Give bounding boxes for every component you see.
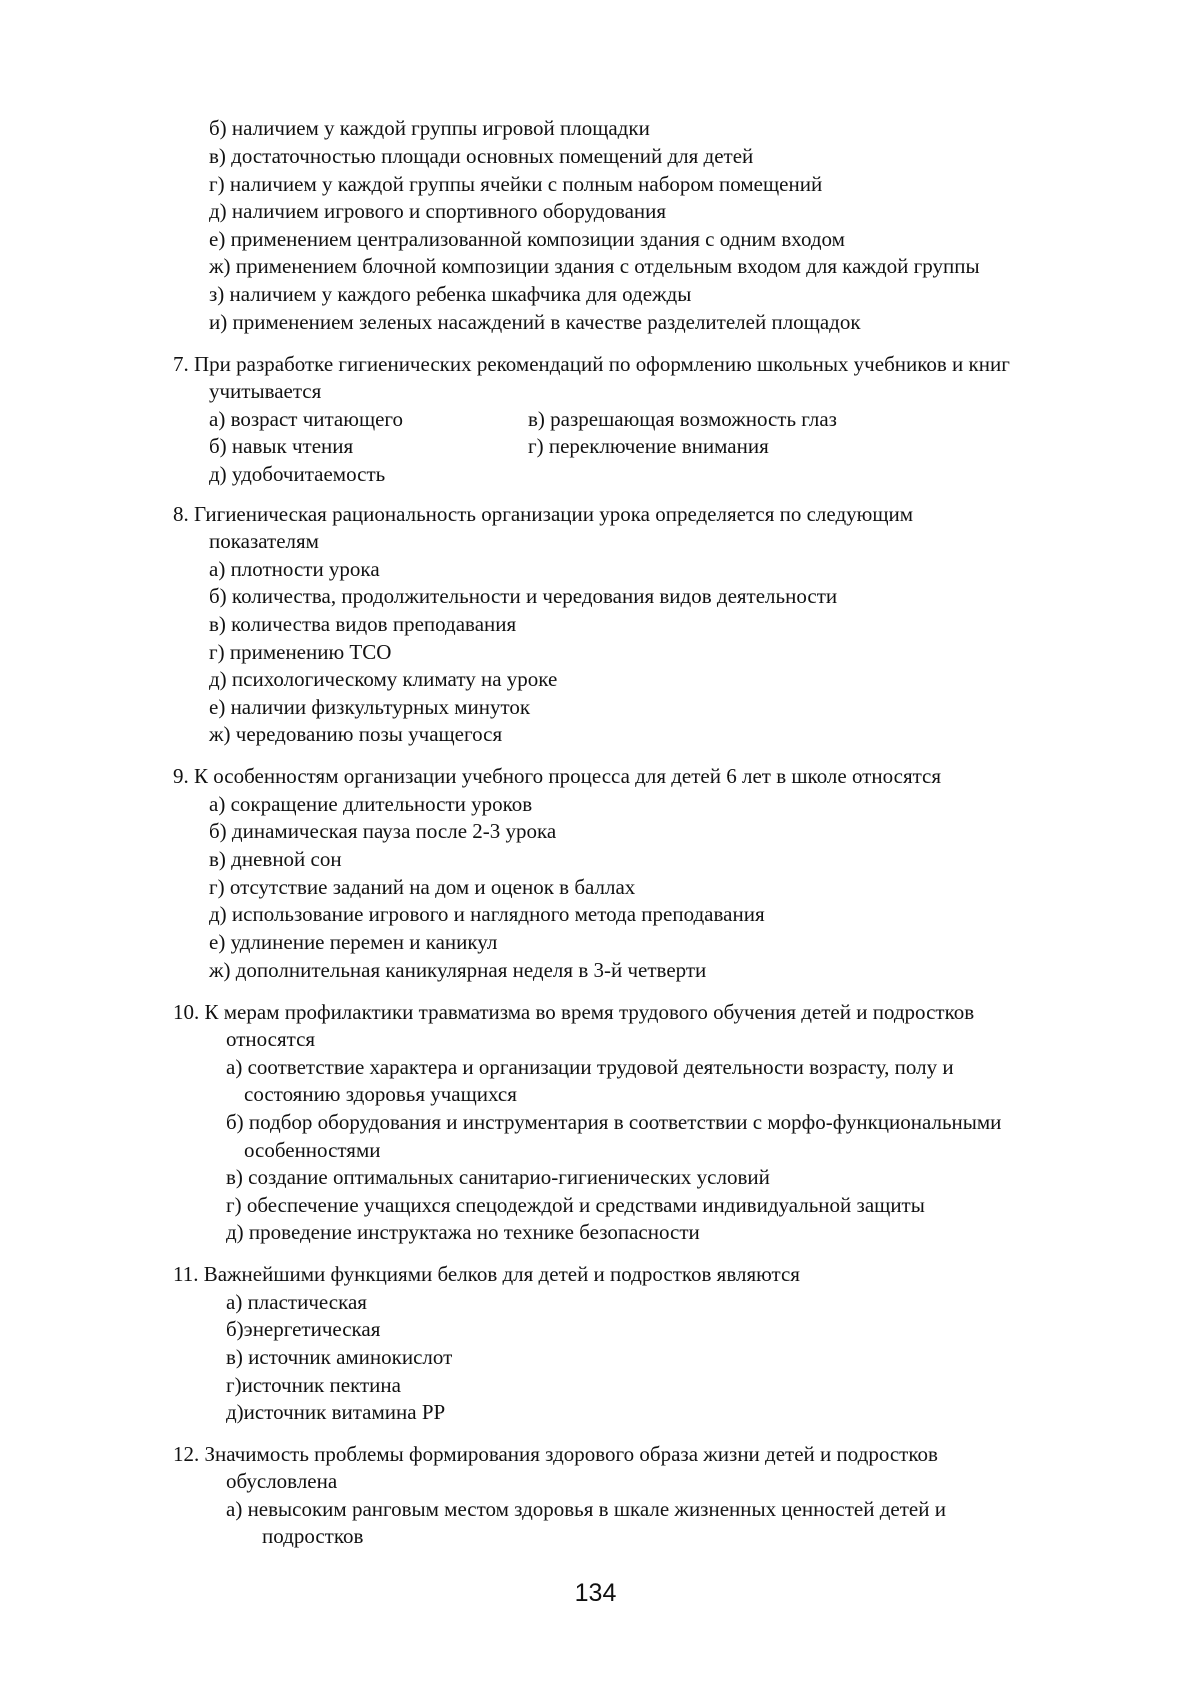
option-line: а) невысоким ранговым местом здоровья в шкале жизненных ценностей детей и (226, 1497, 946, 1521)
option-line: подростков (262, 1524, 364, 1548)
question-text: 7. При разработке гигиенических рекомендаций по оформлению школьных учебников и книг (173, 352, 1010, 376)
option-line: а) пластическая (226, 1290, 367, 1314)
question-text: 8. Гигиеническая рациональность организации урока определяется по следующим (173, 502, 914, 526)
page-number: 134 (574, 1579, 617, 1607)
option-line: г) отсутствие заданий на дом и оценок в баллах (209, 875, 636, 899)
question-text: 11. Важнейшими функциями белков для детей и подростков являются (173, 1262, 800, 1286)
option-line: и) применением зеленых насаждений в качестве разделителей площадок (209, 310, 861, 334)
option-line: б) количества, продолжительности и чередования видов деятельности (209, 584, 838, 608)
option-line: в) источник аминокислот (226, 1345, 453, 1369)
option-line: б) навык чтения (209, 434, 354, 458)
option-line: особенностями (244, 1138, 381, 1162)
option-line: в) создание оптимальных санитарио-гигиенических условий (226, 1165, 770, 1189)
option-line: ж) применением блочной композиции здания с отдельным входом для каждой группы (209, 254, 980, 278)
option-line: ж) чередованию позы учащегося (209, 722, 503, 746)
question-text: 12. Значимость проблемы формирования здорового образа жизни детей и подростков (173, 1442, 938, 1466)
option-line: в) достаточностью площади основных помещений для детей (209, 144, 754, 168)
option-line: д) удобочитаемость (209, 462, 386, 486)
question-text: 10. К мерам профилактики травматизма во время трудового обучения детей и подростков (173, 1000, 975, 1024)
option-line: в) разрешающая возможность глаз (528, 407, 837, 431)
option-line: б) наличием у каждой группы игровой площадки (209, 116, 650, 140)
option-line: б) динамическая пауза после 2-3 урока (209, 819, 557, 843)
option-line: д)источник витамина РР (226, 1400, 446, 1424)
question-text: относятся (226, 1027, 316, 1051)
option-line: д) психологическому климату на уроке (209, 667, 558, 691)
option-line: б)энергетическая (226, 1317, 381, 1341)
option-line: г) обеспечение учащихся спецодеждой и средствами индивидуальной защиты (226, 1193, 925, 1217)
option-line: а) сокращение длительности уроков (209, 792, 533, 816)
option-line: в) дневной сон (209, 847, 342, 871)
option-line: е) удлинение перемен и каникул (209, 930, 498, 954)
option-line: е) наличии физкультурных минуток (209, 695, 531, 719)
option-line: е) применением централизованной композиции здания с одним входом (209, 227, 845, 251)
option-line: состоянию здоровья учащихся (244, 1082, 517, 1106)
option-line: г) наличием у каждой группы ячейки с полным набором помещений (209, 172, 823, 196)
option-line: г) переключение внимания (528, 434, 769, 458)
question-text: обусловлена (226, 1469, 338, 1493)
question-text: показателям (209, 529, 319, 553)
option-line: д) наличием игрового и спортивного оборудования (209, 199, 667, 223)
option-line: в) количества видов преподавания (209, 612, 517, 636)
option-line: г) применению ТСО (209, 640, 392, 664)
option-line: а) соответствие характера и организации трудовой деятельности возрасту, полу и (226, 1055, 954, 1079)
option-line: ж) дополнительная каникулярная неделя в 3-й четверти (209, 958, 707, 982)
option-line: д) проведение инструктажа но технике безопасности (226, 1220, 700, 1244)
option-line: а) возраст читающего (209, 407, 404, 431)
option-line: г)источник пектина (226, 1373, 401, 1397)
question-text: 9. К особенностям организации учебного процесса для детей 6 лет в школе относятся (173, 764, 942, 788)
option-line: б) подбор оборудования и инструментария в соответствии с морфо-функциональными (226, 1110, 1002, 1134)
option-line: а) плотности урока (209, 557, 380, 581)
option-line: д) использование игрового и наглядного метода преподавания (209, 902, 765, 926)
question-text: учитывается (209, 379, 322, 403)
option-line: з) наличием у каждого ребенка шкафчика для одежды (209, 282, 692, 306)
